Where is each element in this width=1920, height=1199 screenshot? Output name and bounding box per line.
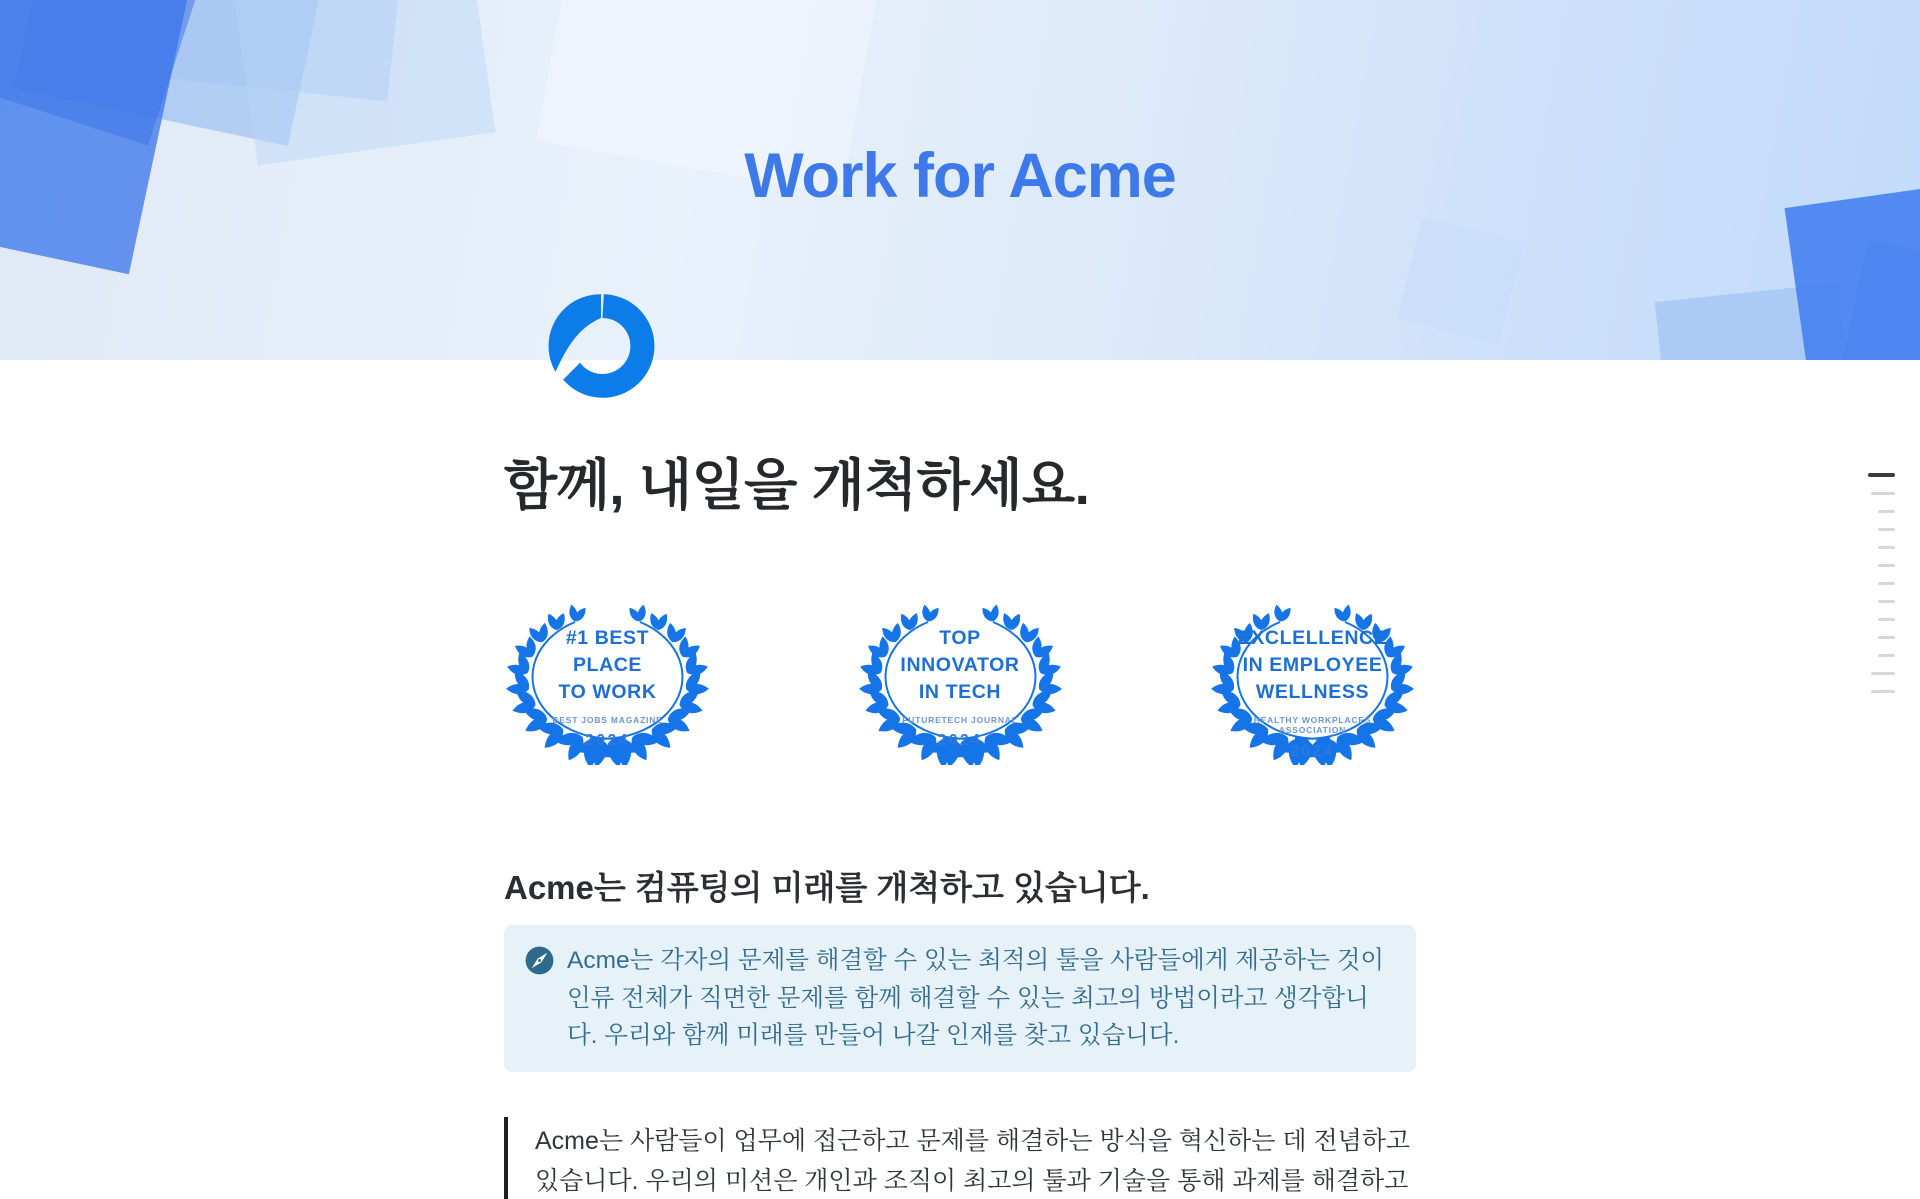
badge-title-line: EXCLELLENCE <box>1237 626 1388 649</box>
compass-icon <box>525 946 554 975</box>
badge-title-line: TO WORK <box>558 680 657 703</box>
badge-year: 2024 <box>937 732 983 749</box>
acme-logo-icon[interactable] <box>531 276 671 416</box>
badge-subtitle: FUTURETECH JOURNAL <box>902 714 1018 725</box>
badge-title-line: IN EMPLOYEE <box>1242 653 1383 676</box>
outline-dash[interactable] <box>1871 672 1895 675</box>
outline-dash[interactable] <box>1878 564 1895 567</box>
badge-subtitle: HEALTHY WORKPLACES <box>1253 714 1372 725</box>
callout-block[interactable] <box>504 925 1416 1072</box>
badge-subtitle: BEST JOBS MAGAZINE <box>552 714 663 725</box>
page-outline-indicator <box>1868 473 1895 693</box>
page-title[interactable]: 함께, 내일을 개척하세요. <box>504 454 1090 516</box>
outline-dash[interactable] <box>1878 618 1895 621</box>
badge-subtitle: ASSOCIATION <box>1278 725 1347 735</box>
badge-title-line: IN TECH <box>918 680 1002 703</box>
page-cover <box>0 0 1920 360</box>
section-heading[interactable]: Acme는 컴퓨팅의 미래를 개척하고 있습니다. <box>504 868 1150 906</box>
award-badge-top-innovator[interactable] <box>859 598 1062 765</box>
award-badge-best-place[interactable] <box>506 598 709 765</box>
decor-square <box>1397 217 1524 344</box>
cover-title: Work for Acme <box>744 141 1176 211</box>
outline-dash[interactable] <box>1878 582 1895 585</box>
quote-text: Acme는 사람들이 업무에 접근하고 문제를 해결하는 방식을 혁신하는 데 전념하고 있습니다. 우리의 미션은 개인과 조직이 최고의 툴과 기술을 통해 과제를 해결하고 <box>535 1126 1411 1195</box>
award-badges-row <box>504 598 1416 765</box>
outline-dash[interactable] <box>1871 690 1895 693</box>
quote-block[interactable] <box>504 1117 1416 1199</box>
outline-dash[interactable] <box>1871 492 1895 495</box>
page-content <box>504 360 1416 1199</box>
outline-dash[interactable] <box>1878 600 1895 603</box>
outline-dash[interactable] <box>1878 528 1895 531</box>
outline-dash[interactable] <box>1878 636 1895 639</box>
badge-year: 2024 <box>585 732 630 749</box>
badge-year: 2024 <box>1290 742 1335 760</box>
badge-title-line: PLACE <box>572 653 643 676</box>
callout-text: Acme는 각자의 문제를 해결할 수 있는 최적의 툴을 사람들에게 제공하는 것이 인류 전체가 직면한 문제를 함께 해결할 수 있는 최고의 방법이라고 생각합니다. 우리와 함께 미래를 만들어 나갈 인재를 찾고 있습니다. <box>567 947 1385 1050</box>
badge-text <box>506 598 709 765</box>
badge-text <box>859 598 1062 765</box>
badge-title-line: TOP <box>939 626 981 649</box>
outline-dash[interactable] <box>1868 473 1895 477</box>
badge-title-line: #1 BEST <box>565 626 650 649</box>
badge-text <box>1211 598 1414 765</box>
outline-dash[interactable] <box>1878 654 1895 657</box>
award-badge-wellness[interactable] <box>1211 598 1414 765</box>
outline-dash[interactable] <box>1878 546 1895 549</box>
badge-title-line: WELLNESS <box>1255 680 1370 703</box>
decor-square <box>224 0 495 166</box>
badge-title-line: INNOVATOR <box>900 653 1020 676</box>
outline-dash[interactable] <box>1878 510 1895 513</box>
